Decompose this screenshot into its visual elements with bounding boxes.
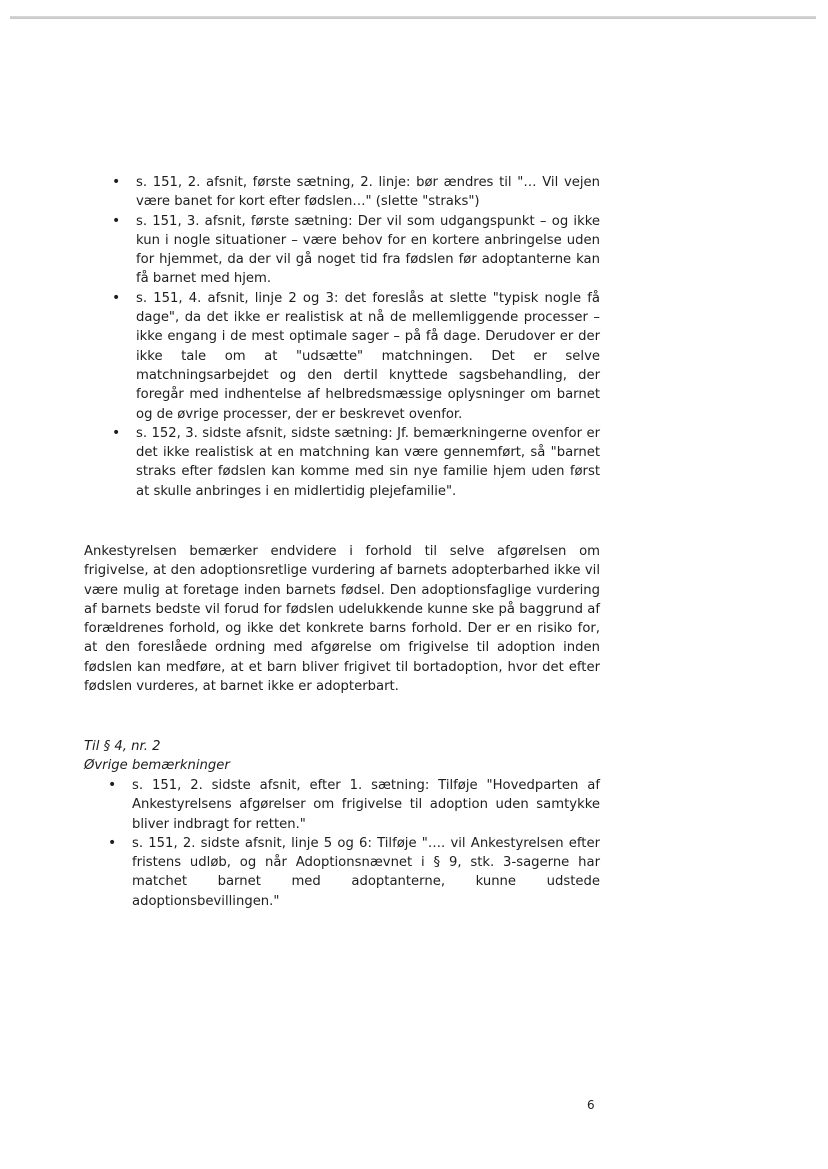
- list-item: • s. 151, 2. sidste afsnit, efter 1. sætning: Tilføje "Hovedparten af Ankestyrelsens afgørelser om frigivelse til adoption uden samtykke bliver indbragt for retten.": [108, 776, 600, 834]
- list-item: • s. 151, 3. afsnit, første sætning: Der vil som udgangspunkt – og ikke kun i nogle situationer – være behov for en kortere anbringelse uden for hjemmet, da der vil gå noget tid fra fødslen før adoptanterne kan få barnet med hjem.: [112, 212, 600, 289]
- bullet-list-other-comments: [108, 776, 600, 911]
- bullet-list-comments: [112, 173, 600, 501]
- page-number: 6: [587, 1098, 595, 1112]
- list-item: • s. 151, 2. afsnit, første sætning, 2. linje: bør ændres til "… Vil vejen være banet for kort efter fødslen…" (slette "straks"): [112, 173, 600, 212]
- list-item: • s. 151, 4. afsnit, linje 2 og 3: det foreslås at slette "typisk nogle få dage", da det ikke er realistisk at nå de mellemliggende processer – ikke engang i de mest optimale sager – på få dage. Derudover er der ikke tale om at "udsætte" matchningen. Det er selve matchningsarbejdet og den dertil knyttede sagsbehandling, der foregår med indhentelse af helbredsmæssige oplysninger om barnet og de øvrige processer, der er beskrevet ovenfor.: [112, 289, 600, 424]
- body-paragraph: Ankestyrelsen bemærker endvidere i forhold til selve afgørelsen om frigivelse, at den adoptionsretlige vurdering af barnets adopterbarhed ikke vil være mulig at foretage inden barnets fødsel. Den adoptionsfaglige vurdering af barnets bedste vil forud for fødslen udelukkende kunne ske på baggrund af forældrenes forhold, og ikke det konkrete barns forhold. Der er en risiko for, at den foreslåede ordning med afgørelse om frigivelse til adoption inden fødslen kan medføre, at et barn bliver frigivet til bortadoption, hvor det efter fødslen vurderes, at barnet ikke er adopterbart.: [84, 544, 600, 695]
- list-item: • s. 151, 2. sidste afsnit, linje 5 og 6: Tilføje "…. vil Ankestyrelsen efter fristens udløb, og når Adoptionsnævnet i § 9, stk. 3-sagerne har matchet barnet med adoptanterne, kunne udstede adoptionsbevillingen.": [108, 834, 600, 911]
- section-subheading: Øvrige bemærkninger: [84, 758, 230, 773]
- list-item: • s. 152, 3. sidste afsnit, sidste sætning: Jf. bemærkningerne ovenfor er det ikke realistisk at en matchning kan være gennemført, så "barnet straks efter fødslen kan komme med sin nye familie hjem uden først at skulle anbringes i en midlertidig plejefamilie".: [112, 424, 600, 501]
- section-heading: Til § 4, nr. 2: [84, 739, 161, 754]
